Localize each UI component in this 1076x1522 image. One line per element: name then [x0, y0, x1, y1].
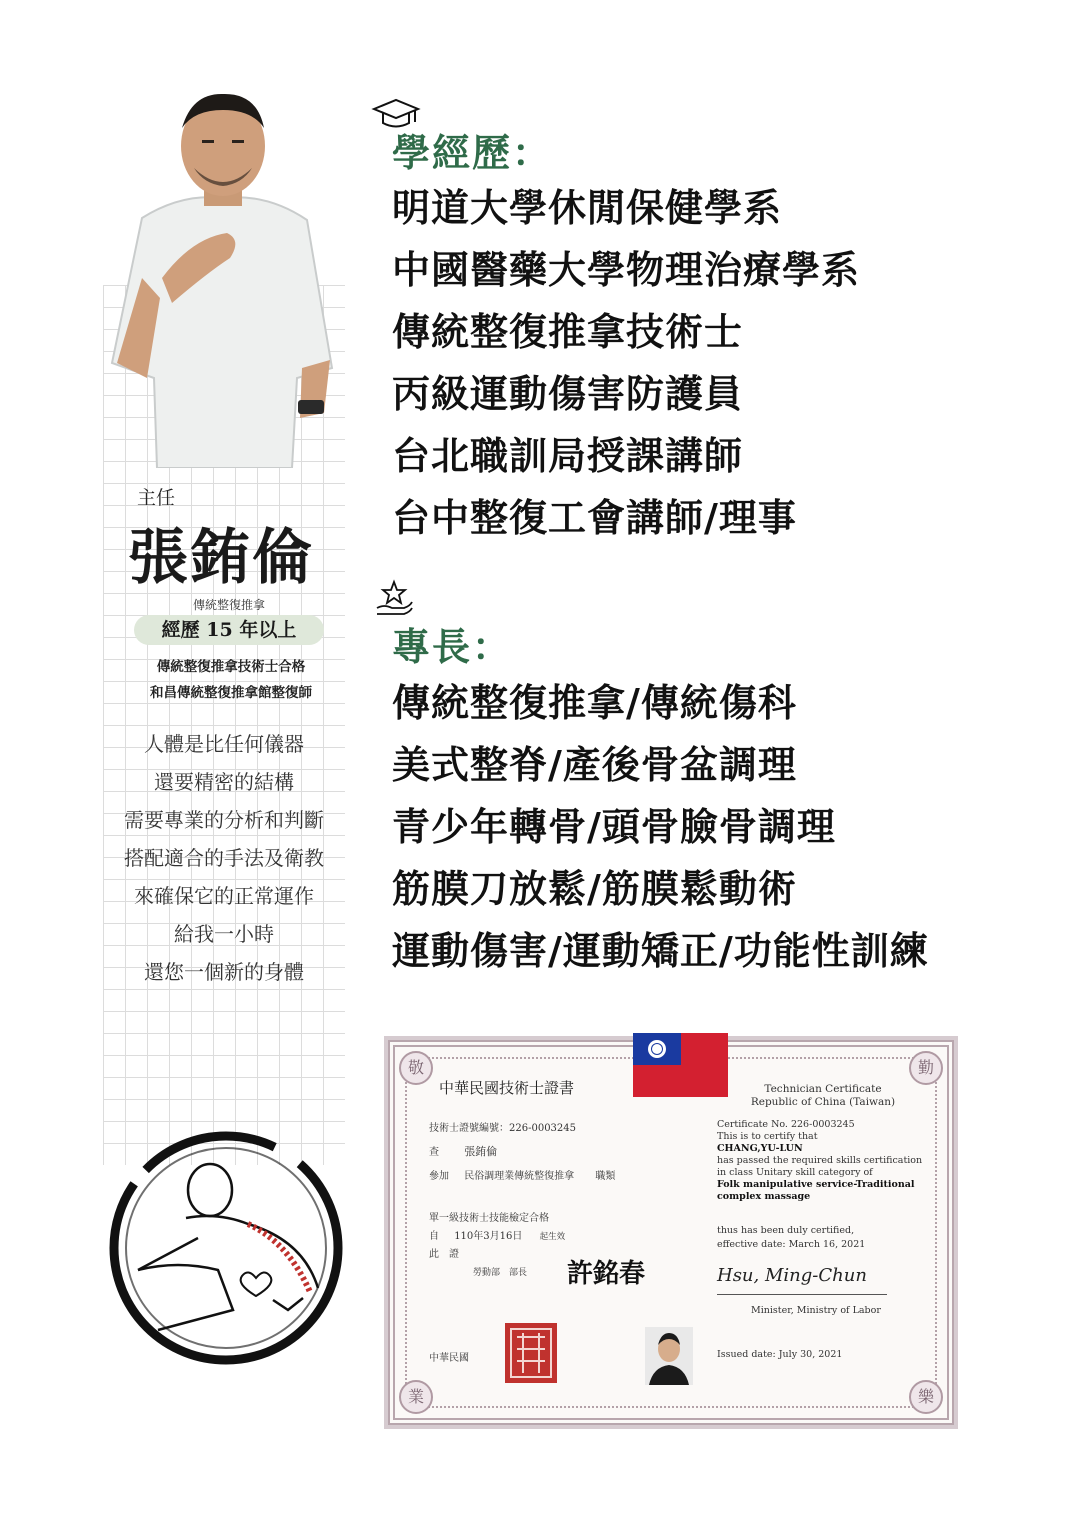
- motto-line: 還要精密的結構: [154, 770, 294, 794]
- cert-zh-name: 張銪倫: [464, 1145, 498, 1158]
- cert-en-issued: Issued date: July 30, 2021: [717, 1349, 843, 1360]
- cert-en-passed-1: has passed the required skills certification: [717, 1155, 923, 1166]
- specialty-item: 運動傷害/運動矯正/功能性訓練: [392, 929, 929, 973]
- education-list: [392, 177, 860, 549]
- motto: [96, 725, 352, 991]
- cert-zh-name-label: 查: [429, 1147, 439, 1158]
- motto-line: 還您一個新的身體: [144, 960, 304, 984]
- cert-zh-effective: 起生效: [539, 1232, 566, 1242]
- motto-line: 搭配適合的手法及衛教: [124, 846, 324, 870]
- education-item: 台中整復工會講師/理事: [392, 496, 797, 540]
- corner-seal-qin: 勤: [909, 1051, 943, 1085]
- cert-zh-signature: 許銘春: [567, 1259, 646, 1289]
- signature-line: [717, 1294, 887, 1295]
- education-item: 丙級運動傷害防護員: [392, 372, 744, 416]
- cert-zh-level: 單一級技術士技能檢定合格: [429, 1213, 549, 1224]
- corner-seal-ye: 業: [399, 1380, 433, 1414]
- cert-en-duly: thus has been duly certified,: [717, 1225, 855, 1236]
- experience-badge: [130, 597, 328, 647]
- cert-zh-cert-label: 此 證: [429, 1249, 459, 1260]
- cert-zh-number: 技術士證號編號：226-0003245: [429, 1123, 577, 1134]
- qualification-1: 傳統整復推拿技術士合格: [156, 659, 306, 675]
- cert-en-effective: effective date: March 16, 2021: [717, 1239, 866, 1250]
- job-title: 主任: [137, 487, 176, 509]
- cert-en-skill-2: complex massage: [717, 1191, 811, 1202]
- cert-zh-title: 中華民國技術士證書: [439, 1079, 575, 1097]
- motto-line: 給我一小時: [174, 922, 274, 946]
- cert-zh-date: 110年3月16日: [454, 1231, 523, 1242]
- cert-zh-date-row: [429, 1227, 565, 1242]
- cert-en-minister: Minister, Ministry of Labor: [751, 1305, 881, 1316]
- motto-line: 需要專業的分析和判斷: [124, 808, 324, 832]
- cert-zh-skill: 民俗調理業傳統整復推拿: [464, 1171, 575, 1182]
- official-seal-icon: [503, 1321, 559, 1385]
- cert-zh-footer: 中華民國: [429, 1353, 469, 1364]
- cert-en-name: CHANG,YU-LUN: [717, 1143, 803, 1154]
- brand-logo: [98, 1120, 354, 1376]
- id-photo: [645, 1327, 693, 1385]
- cert-zh-from-label: 自: [429, 1231, 439, 1242]
- education-item: 明道大學休閒保健學系: [392, 186, 783, 230]
- motto-line: 來確保它的正常運作: [134, 884, 314, 908]
- cert-en-title-line: Technician Certificate: [764, 1083, 882, 1095]
- cert-en-title: [743, 1083, 903, 1109]
- cert-en-certify: This is to certify that: [717, 1131, 818, 1142]
- cert-en-signature: Hsu, Ming-Chun: [717, 1265, 867, 1286]
- person-name: 張銪倫: [128, 523, 314, 593]
- technician-certificate: [388, 1040, 954, 1425]
- qualification-2: 和昌傳統整復推拿館整復師: [150, 685, 312, 701]
- education-item: 中國醫藥大學物理治療學系: [392, 248, 861, 292]
- cert-en-passed-2: in class Unitary skill category of: [717, 1167, 873, 1178]
- cert-zh-name-row: [429, 1143, 497, 1159]
- cert-zh-join-label: 參加: [429, 1171, 449, 1182]
- motto-line: 人體是比任何儀器: [144, 732, 304, 756]
- specialties-list: [392, 672, 929, 982]
- cert-en-skill-1: Folk manipulative service-Traditional: [717, 1179, 915, 1190]
- education-item: 傳統整復推拿技術士: [392, 310, 744, 354]
- education-item: 台北職訓局授課講師: [392, 434, 744, 478]
- cert-zh-skill-row: [429, 1167, 615, 1182]
- cert-zh-skill-suffix: 職類: [595, 1171, 616, 1182]
- experience-years: 經歷 15 年以上: [134, 615, 324, 645]
- cert-zh-ministry: 勞動部 部長: [473, 1268, 528, 1278]
- cert-en-title-line: Republic of China (Taiwan): [750, 1096, 896, 1108]
- corner-seal-jing: 敬: [399, 1051, 433, 1085]
- specialty-item: 青少年轉骨/頭骨臉骨調理: [392, 805, 836, 849]
- profile-photo: [102, 88, 344, 468]
- specialty-item: 傳統整復推拿/傳統傷科: [392, 681, 797, 725]
- specialty-item: 美式整脊/產後骨盆調理: [392, 743, 797, 787]
- specialty-item: 筋膜刀放鬆/筋膜鬆動術: [392, 867, 797, 911]
- corner-seal-le: 樂: [909, 1380, 943, 1414]
- cert-en-number: Certificate No. 226-0003245: [717, 1119, 855, 1130]
- specialties-heading: 專長：: [392, 625, 513, 669]
- experience-subtitle: 傳統整復推拿: [192, 598, 265, 612]
- education-heading: 學經歷：: [392, 131, 553, 175]
- roc-flag-icon: [633, 1033, 728, 1097]
